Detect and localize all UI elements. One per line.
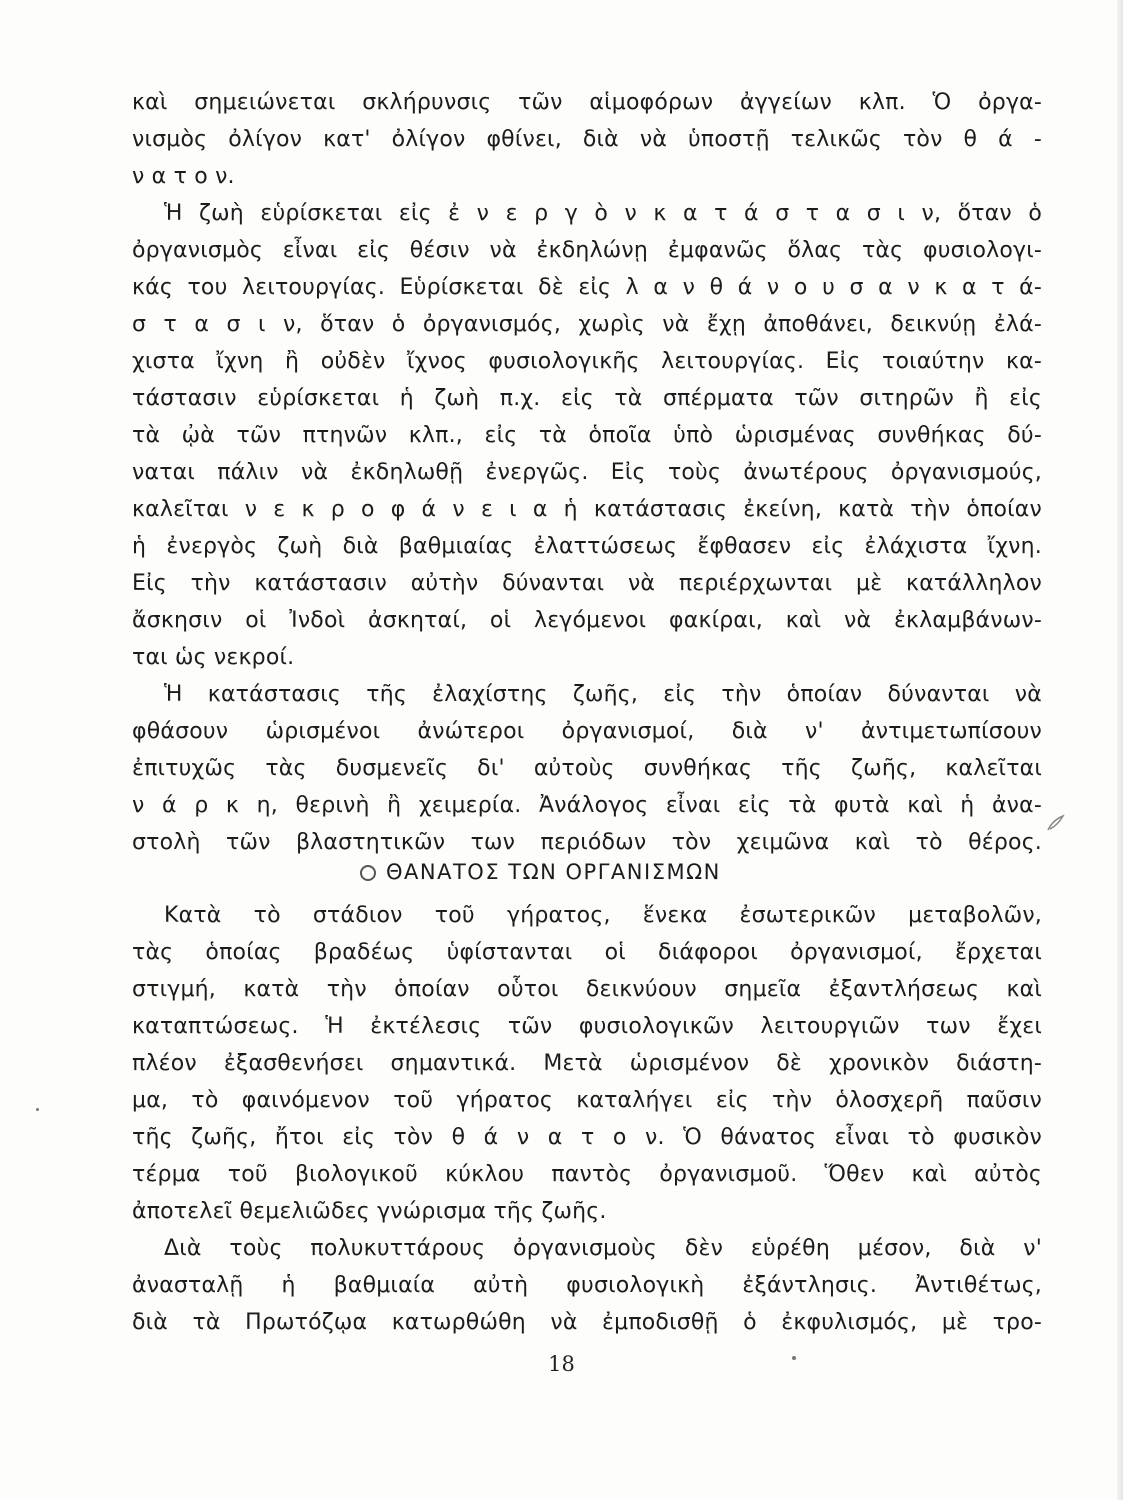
- section-heading: [360, 852, 721, 892]
- text-line: ν α τ ο ν.: [132, 164, 235, 189]
- text-line: πλέον ἐξασθενήσει σημαντικά. Μετὰ ὡρισμένον δὲ χρονικὸν διάστη-: [132, 1051, 1042, 1076]
- page-edge-shadow: [1117, 0, 1123, 1500]
- text-line: Κατὰ τὸ στάδιον τοῦ γήρατος, ἕνεκα ἐσωτερικῶν μεταβολῶν,: [164, 903, 1042, 928]
- text-line: ἀνασταλῇ ἡ βαθμιαία αὐτὴ φυσιολογικὴ ἐξάντλησις. Ἀντιθέτως,: [132, 1273, 1042, 1298]
- text-line: φθάσουν ὡρισμένοι ἀνώτεροι ὀργανισμοί, διὰ ν' ἀντιμετωπίσουν: [132, 719, 1042, 744]
- text-line: ἄσκησιν οἱ Ἰνδοὶ ἀσκηταί, οἱ λεγόμενοι φακίραι, καὶ νὰ ἐκλαμβάνων-: [132, 608, 1042, 633]
- text-line: στιγμή, κατὰ τὴν ὁποίαν οὗτοι δεικνύουν σημεῖα ἐξαντλήσεως καὶ: [132, 977, 1042, 1002]
- text-line: καὶ σημειώνεται σκλήρυνσις τῶν αἱμοφόρων ἀγγείων κλπ. Ὁ ὀργα-: [132, 90, 1042, 115]
- text-line: σ τ α σ ι ν, ὅταν ὁ ὀργανισμός, χωρὶς νὰ ἔχῃ ἀποθάνει, δεικνύῃ ἐλά-: [132, 312, 1042, 337]
- text-line: στολὴ τῶν βλαστητικῶν των περιόδων τὸν χειμῶνα καὶ τὸ θέρος.: [132, 830, 1042, 855]
- body-text-after-heading: [132, 897, 1042, 1341]
- text-line: ἡ ἐνεργὸς ζωὴ διὰ βαθμιαίας ἐλαττώσεως ἔφθασεν εἰς ἐλάχιστα ἴχνη.: [132, 534, 1042, 559]
- text-line: Εἰς τὴν κατάστασιν αὐτὴν δύνανται νὰ περιέρχωνται μὲ κατάλληλον: [132, 571, 1042, 596]
- text-line: τὰ ᾠὰ τῶν πτηνῶν κλπ., εἰς τὰ ὁποῖα ὑπὸ ὡρισμένας συνθήκας δύ-: [132, 423, 1042, 448]
- text-line: ἐπιτυχῶς τὰς δυσμενεῖς δι' αὐτοὺς συνθήκας τῆς ζωῆς, καλεῖται: [132, 756, 1042, 781]
- pencil-mark-icon: [1044, 812, 1066, 834]
- text-line: κάς του λειτουργίας. Εὑρίσκεται δὲ εἰς λ α ν θ ά ν ο υ σ α ν κ α τ ά-: [132, 275, 1042, 300]
- text-line: τέρμα τοῦ βιολογικοῦ κύκλου παντὸς ὀργανισμοῦ. Ὅθεν καὶ αὐτὸς: [132, 1162, 1042, 1187]
- text-line: μα, τὸ φαινόμενον τοῦ γήρατος καταλήγει εἰς τὴν ὁλοσχερῆ παῦσιν: [132, 1088, 1042, 1113]
- stray-dot-mark: [36, 1108, 39, 1111]
- text-line: τῆς ζωῆς, ἤτοι εἰς τὸν θ ά ν α τ ο ν. Ὁ θάνατος εἶναι τὸ φυσικὸν: [132, 1125, 1042, 1150]
- text-line: ἀποτελεῖ θεμελιῶδες γνώρισμα τῆς ζωῆς.: [132, 1199, 607, 1224]
- text-line: χιστα ἴχνη ἢ οὐδὲν ἴχνος φυσιολογικῆς λειτουργίας. Εἰς τοιαύτην κα-: [132, 349, 1042, 374]
- body-text-before-heading: [132, 84, 1042, 861]
- text-line: Διὰ τοὺς πολυκυττάρους ὀργανισμοὺς δὲν εὑρέθη μέσον, διὰ ν': [164, 1236, 1042, 1261]
- section-heading-text: ΘΑΝΑΤΟΣ ΤΩΝ ΟΡΓΑΝΙΣΜΩΝ: [386, 860, 721, 884]
- text-line: τὰς ὁποίας βραδέως ὑφίστανται οἱ διάφοροι ὀργανισμοί, ἔρχεται: [132, 940, 1042, 965]
- page-number: 18: [548, 1352, 575, 1376]
- text-line: ναται πάλιν νὰ ἐκδηλωθῇ ἐνεργῶς. Εἰς τοὺς ἀνωτέρους ὀργανισμούς,: [132, 460, 1042, 485]
- text-line: ὀργανισμὸς εἶναι εἰς θέσιν νὰ ἐκδηλώνῃ ἐμφανῶς ὅλας τὰς φυσιολογι-: [132, 238, 1042, 263]
- text-line: ται ὡς νεκροί.: [132, 645, 295, 670]
- text-line: καλεῖται ν ε κ ρ ο φ ά ν ε ι α ἡ κατάστασις ἐκείνη, κατὰ τὴν ὁποίαν: [132, 497, 1042, 522]
- circle-marker-icon: [360, 865, 376, 881]
- text-line: νισμὸς ὀλίγον κατ' ὀλίγον φθίνει, διὰ νὰ ὑποστῇ τελικῶς τὸν θ ά -: [132, 127, 1042, 152]
- text-line: τάστασιν εὑρίσκεται ἡ ζωὴ π.χ. εἰς τὰ σπέρματα τῶν σιτηρῶν ἢ εἰς: [132, 386, 1042, 411]
- text-line: ν ά ρ κ η, θερινὴ ἢ χειμερία. Ἀνάλογος εἶναι εἰς τὰ φυτὰ καὶ ἡ ἀνα-: [132, 793, 1042, 818]
- text-line: Ἡ ζωὴ εὑρίσκεται εἰς ἐ ν ε ρ γ ὸ ν κ α τ ά σ τ α σ ι ν, ὅταν ὁ: [164, 201, 1042, 226]
- text-line: Ἡ κατάστασις τῆς ἐλαχίστης ζωῆς, εἰς τὴν ὁποίαν δύνανται νὰ: [164, 682, 1042, 707]
- text-line: καταπτώσεως. Ἡ ἐκτέλεσις τῶν φυσιολογικῶν λειτουργιῶν των ἔχει: [132, 1014, 1042, 1039]
- text-line: διὰ τὰ Πρωτόζῳα κατωρθώθη νὰ ἐμποδισθῇ ὁ ἐκφυλισμός, μὲ τρο-: [132, 1310, 1042, 1335]
